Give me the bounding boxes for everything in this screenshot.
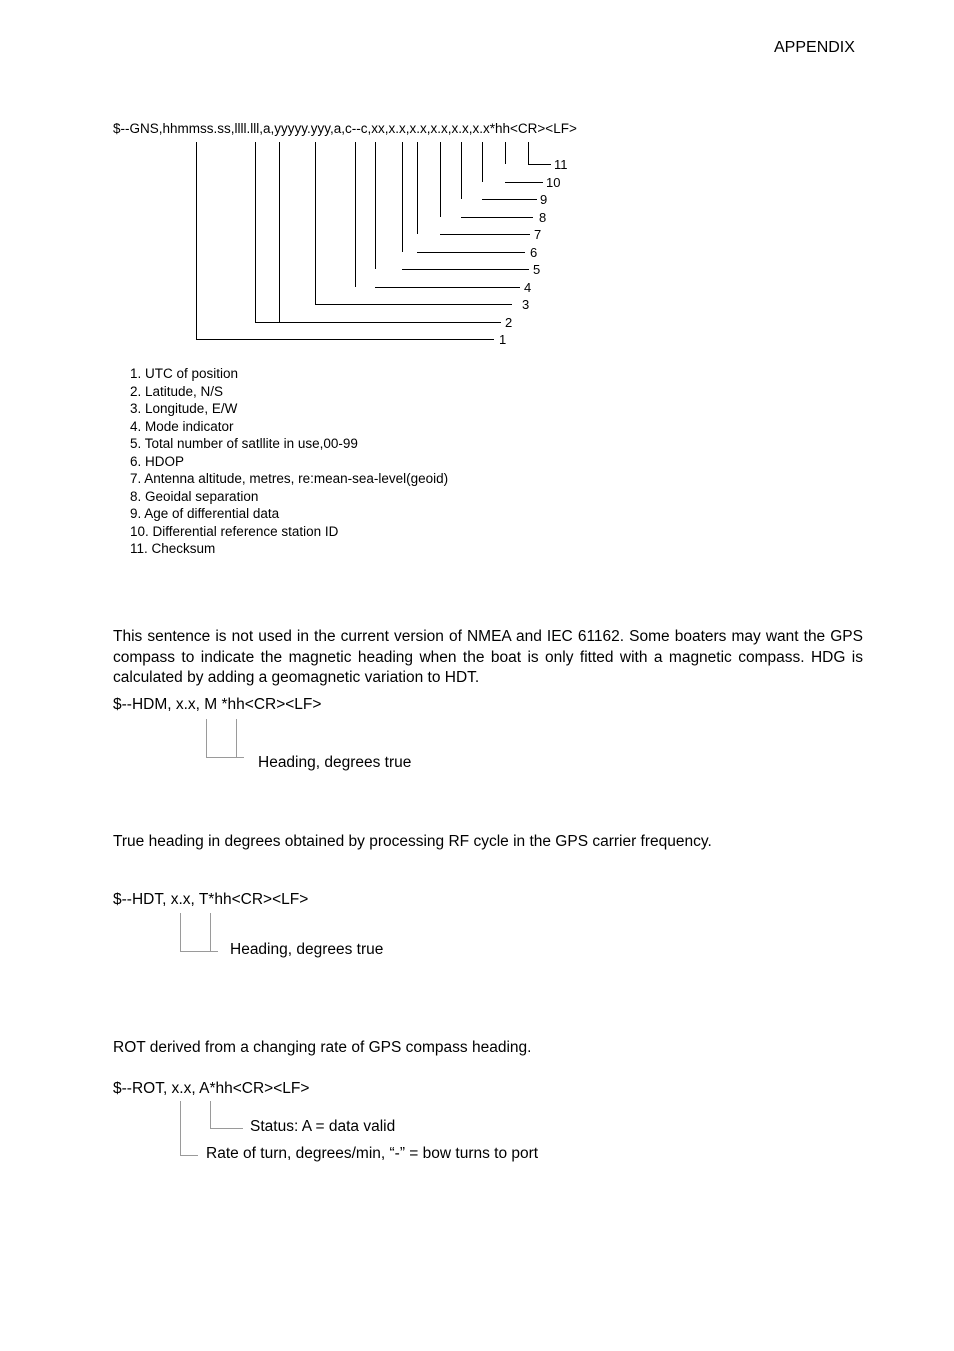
hdt-sentence-format: $--HDT, x.x, T*hh<CR><LF> bbox=[113, 891, 309, 908]
hdg-description: This sentence is not used in the current version of NMEA and IEC 61162. Some boaters may want the GPS compass to indicate the magnetic heading when the boat is only fitted with a magnetic compass. HDG is calculated by adding a geomagnetic variation to HDT. bbox=[113, 628, 863, 686]
hdm-heading-label: Heading, degrees true bbox=[258, 754, 412, 771]
field-item: 11. Checksum bbox=[130, 541, 216, 556]
rot-rate-label: Rate of turn, degrees/min, “-” = bow turns to port bbox=[206, 1145, 539, 1162]
field-item: 3. Longitude, E/W bbox=[130, 401, 238, 416]
page-header-appendix: APPENDIX bbox=[774, 39, 855, 56]
rot-description: ROT derived from a changing rate of GPS compass heading. bbox=[113, 1039, 532, 1056]
callout-number-10: 10 bbox=[546, 175, 561, 190]
callout-number-7: 7 bbox=[534, 227, 542, 242]
callout-number-3: 3 bbox=[522, 297, 530, 312]
callout-number-2: 2 bbox=[505, 315, 513, 330]
callout-number-8: 8 bbox=[539, 210, 547, 225]
callout-number-6: 6 bbox=[530, 245, 538, 260]
field-item: 10. Differential reference station ID bbox=[130, 523, 339, 539]
field-item: 9. Age of differential data bbox=[130, 506, 280, 521]
callout-number-1: 1 bbox=[499, 332, 507, 347]
rot-status-label: Status: A = data valid bbox=[250, 1118, 396, 1135]
field-item: 1. UTC of position bbox=[130, 366, 239, 381]
field-item: 8. Geoidal separation bbox=[130, 488, 259, 504]
callout-number-11: 11 bbox=[554, 157, 568, 172]
hdt-description: True heading in degrees obtained by processing RF cycle in the GPS carrier frequency. bbox=[113, 833, 712, 850]
gns-sentence-format: $--GNS,hhmmss.ss,llll.lll,a,yyyyy.yyy,a,c--c,xx,x.x,x.x,x.x,x.x,x.x*hh<CR><LF> bbox=[113, 121, 577, 136]
field-item: 6. HDOP bbox=[130, 453, 185, 469]
hdm-sentence-format: $--HDM, x.x, M *hh<CR><LF> bbox=[113, 696, 322, 713]
gns-field-list bbox=[130, 365, 448, 558]
callout-number-5: 5 bbox=[533, 262, 541, 277]
field-item: 4. Mode indicator bbox=[130, 418, 234, 434]
field-item: 7. Antenna altitude, metres, re:mean-sea-level(geoid) bbox=[130, 471, 449, 486]
hdt-heading-label: Heading, degrees true bbox=[230, 941, 384, 958]
rot-sentence-format: $--ROT, x.x, A*hh<CR><LF> bbox=[113, 1080, 310, 1097]
field-item: 5. Total number of satllite in use,00-99 bbox=[130, 436, 358, 451]
field-item: 2. Latitude, N/S bbox=[130, 383, 224, 399]
callout-number-9: 9 bbox=[540, 192, 548, 207]
callout-number-4: 4 bbox=[524, 280, 532, 295]
